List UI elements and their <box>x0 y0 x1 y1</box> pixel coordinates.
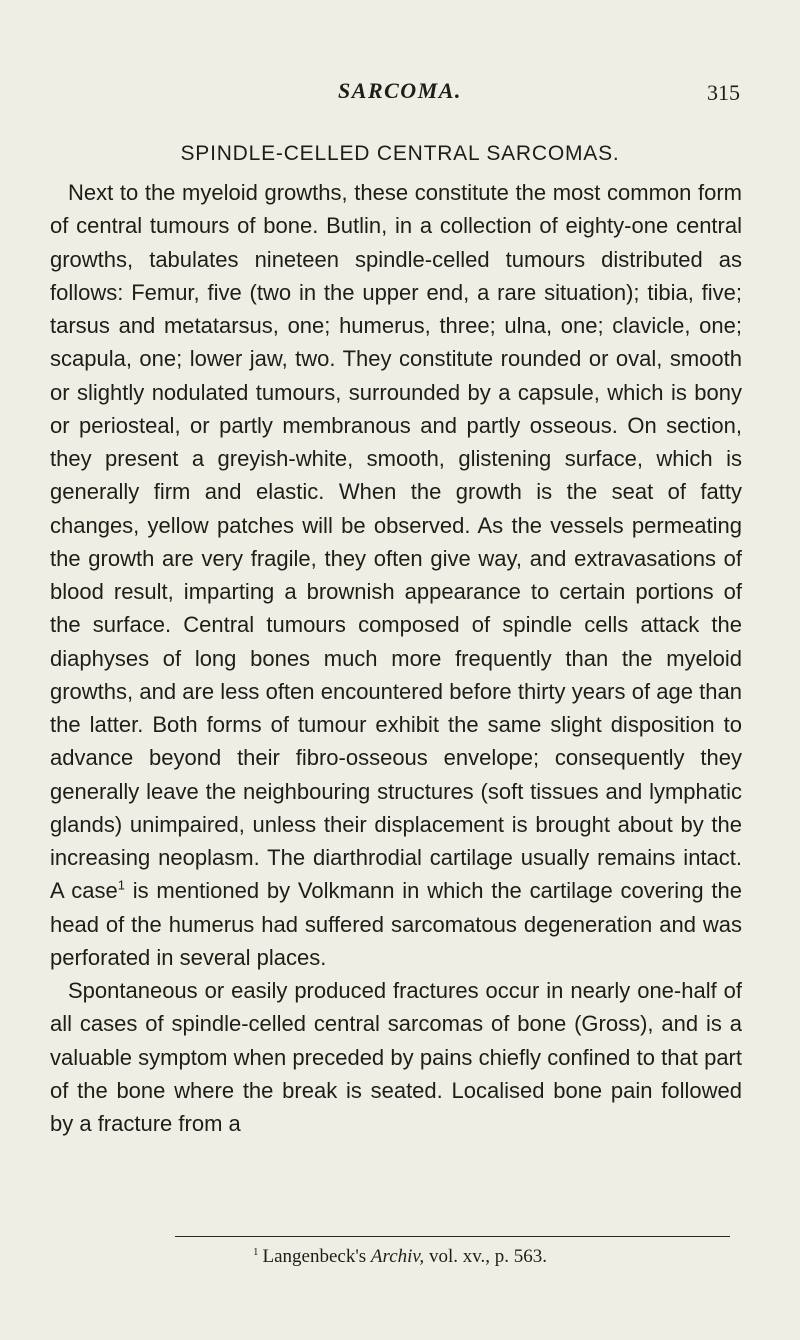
footnote-reference: 1 <box>117 877 125 893</box>
page-number: 315 <box>707 80 740 105</box>
body-text <box>50 176 742 1140</box>
running-title: SARCOMA. <box>338 78 462 103</box>
paragraph-1 <box>50 176 742 974</box>
section-heading: SPINDLE-CELLED CENTRAL SARCOMAS. <box>180 142 620 165</box>
footnote-mark: 1 <box>253 1245 259 1258</box>
footnote-journal: Archiv, <box>370 1246 425 1267</box>
footnote-citation: vol. xv., p. 563. <box>428 1246 547 1267</box>
paragraph-1-text-continued: is mentioned by Volkmann in which the cartilage covering the head of the humerus had suffered sarcomatous degeneration and was perforated in several places. <box>50 878 743 970</box>
paragraph-1-text: Next to the myeloid growths, these constitute the most common form of central tumours of bone. Butlin, in a collection of eighty-one central growths, tabulates nineteen spindle-celled tumours distributed as follows: Femur, five (two in the upper end, a rare situation); tibia, five; tarsus and metatarsus, one; humerus, three; ulna, one; clavicle, one; scapula, one; lower jaw, two. They constitute rounded or oval, smooth or slightly nodulated tumours, surrounded by a capsule, which is bony or periosteal, or partly membranous and partly osseous. On section, they present a greyish-white, smooth, glistening surface, which is generally firm and elastic. When the growth is the seat of fatty changes, yellow patches will be observed. As the vessels permeating the growth are very fragile, they often give way, and extravasations of blood result, imparting a brownish appearance to certain portions of the surface. Central tumours composed of spindle cells attack the diaphyses of long bones much more frequently than the myeloid growths, and are less often encountered before thirty years of age than the latter. Both forms of tumour exhibit the same slight disposition to advance beyond their fibro-osseous envelope; consequently they generally leave the neighbouring structures (soft tissues and lymphatic glands) unimpaired, unless their displacement is brought about by the increasing neoplasm. The diarthrodial cartilage usually remains intact. A case <box>50 180 742 904</box>
footnote <box>0 1246 800 1268</box>
footnote-divider <box>175 1236 730 1237</box>
running-head <box>0 78 800 108</box>
paragraph-2: Spontaneous or easily produced fractures occur in nearly one-half of all cases of spindle-celled central sarcomas of bone (Gross), and is a valuable symptom when preceded by pains chiefly confined to that part of the bone where the break is seated. Localised bone pain followed by a fracture from a <box>50 978 742 1136</box>
footnote-author: Langenbeck's <box>262 1246 367 1267</box>
